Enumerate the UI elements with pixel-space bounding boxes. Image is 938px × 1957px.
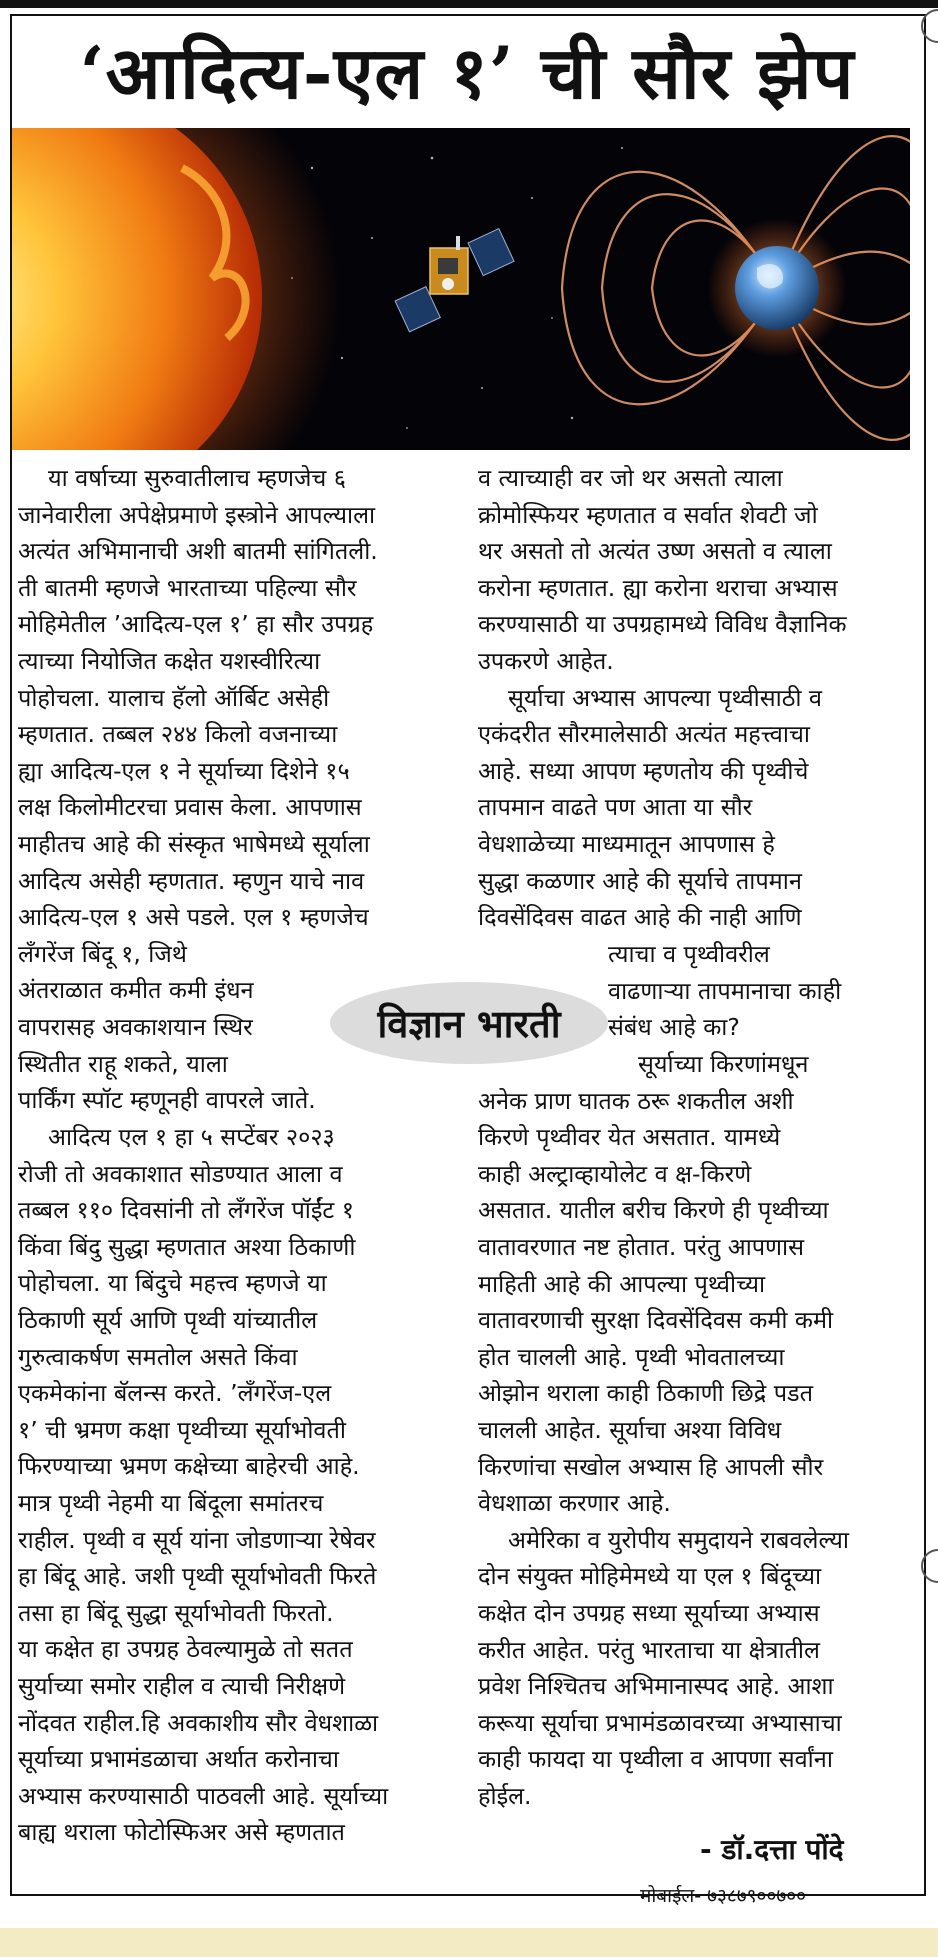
right-column-bottom: सूर्याच्या किरणांमधून अनेक प्राण घातक ठरू शकतील अशी किरणे पृथ्वीवर येत असतात. यामध्ये काही अल्ट्राव्हायोलेट व क्ष-किरणे असतात. यातील बरीच किरणे ही पृथ्वीच्या वातावरणात नष्ट होतात. परंतु आपणास माहिती आहे की आपल्या पृथ्वीच्या वातावरणाची सुरक्षा दिवसेंदिवस कमी कमी होत चालली आहे. पृथ्वी भोवतालच्या ओझोन थराला काही ठिकाणी छिद्रे पडत चालली आहेत. सूर्याचा अश्या विविध किरणांचा सखोल अभ्यास हि आपली सौर वेधशाळा करणार आहे. अमेरिका व युरोपीय समुदायने राबवलेल्या दोन संयुक्त मोहिमेमध्ये या एल १ बिंदूच्या कक्षेत दोन उपग्रह सध्या सूर्याच्या अभ्यास करीत आहेत. परंतु भारताचा या क्षेत्रातील प्रवेश निश्चितच अभिमानास्पद आहे. आशा करूया सूर्याचा प्रभामंडळावरच्या अभ्यासाचा काही फायदा या पृथ्वीला व आपणा सर्वांना होईल. xyxy=(478,1050,849,1810)
right-column-top: व त्याच्याही वर जो थर असतो त्याला क्रोमोस्फियर म्हणतात व सर्वात शेवटी जो थर असतो तो अत्यंत उष्ण असतो व त्याला करोना म्हणतात. ह्या करोना थराचा अभ्यास करण्यासाठी या उपग्रहामध्ये विविध वैज्ञानिक उपकरणे आहेत. सूर्याचा अभ्यास आपल्या पृथ्वीसाठी व एकंदरीत सौरमालेसाठी अत्यंत महत्त्वाचा आहे. सध्या आपण म्हणतोय की पृथ्वीचे तापमान वाढते पण आता या सौर वेधशाळेच्या माध्यमातून आपणास हे सुद्धा कळणार आहे की सूर्याचे तापमान दिवसेंदिवस वाढत आहे की नाही आणि xyxy=(478,464,847,932)
left-column-top: या वर्षाच्या सुरुवातीलाच म्हणजेच ६ जानेवारीला अपेक्षेप्रमाणे इस्त्रोने आपल्याला अत्यंत अभिमानाची अशी बातमी सांगितली. ती बातमी म्हणजे भारताच्या पहिल्या सौर मोहिमेतील ’आदित्य-एल १’ हा सौर उपग्रह त्याच्या नियोजित कक्षेत यशस्वीरित्या पोहोचला. यालाच हॅलो ऑर्बिट असेही म्हणतात. तब्बल २४४ किलो वजनाच्या ह्या आदित्य-एल १ ने सूर्याच्या दिशेने १५ लक्ष किलोमीटरचा प्रवास केला. आपणास माहीतच आहे की संस्कृत भाषेमध्ये सूर्याला आदित्य असेही म्हणतात. म्हणुन याचे नाव आदित्य-एल १ असे पडले. एल १ म्हणजेच लॅंगरेंज बिंदू १, जिथे अंतराळात कमीत कमी इंधन वापरासह अवकाशयान स्थिर स्थितीत राहू शकते, याला पार्किंग स्पॉट म्हणूनही वापरले जाते. xyxy=(18,464,378,1115)
left-column-bottom: आदित्य एल १ हा ५ सप्टेंबर २०२३ रोजी तो अवकाशात सोडण्यात आला व तब्बल ११० दिवसांनी तो लॅंगरेंज पॉईंट १ किंवा बिंदु सुद्धा म्हणतात अश्या ठिकाणी पोहोचला. या बिंदुचे महत्त्व म्हणजे या ठिकाणी सूर्य आणि पृथ्वी यांच्यातील गुरुत्वाकर्षण समतोल असते किंवा एकमेकांना बॅलन्स करते. ’लॅंगरेंज-एल १’ ची भ्रमण कक्षा पृथ्वीच्या सूर्याभोवती फिरण्याच्या भ्रमण कक्षेच्या बाहेरची आहे. मात्र पृथ्वी नेहमी या बिंदूला समांतरच राहील. पृथ्वी व सूर्य यांना जोडणाऱ्या रेषेवर हा बिंदू आहे. जशी पृथ्वी सूर्याभोवती फिरते तसा हा बिंदू सुद्धा सूर्याभोवती फिरतो. या कक्षेत हा उपग्रह ठेवल्यामुळे तो सतत सुर्याच्या समोर राहील व त्याची निरीक्षणे नोंदवत राहील.हि अवकाशीय सौर वेधशाळा सूर्याच्या प्रभामंडळाचा अर्थात करोनाचा अभ्यास करण्यासाठी पाठवली आहे. सूर्याच्या बाह्य थराला फोटोस्फिअर असे म्हणतात xyxy=(18,1123,389,1847)
top-rule xyxy=(0,0,938,8)
binder-ring-icon xyxy=(920,1548,938,1584)
headline: ‘आदित्य-एल १’ ची सौर झेप xyxy=(79,30,855,115)
author-byline: - डॉ.दत्ता पोंदे xyxy=(700,1833,844,1866)
author-mobile: मोबाईल- ७३८७९००७०० xyxy=(640,1885,806,1907)
sun-earth-illustration xyxy=(12,128,910,450)
right-column-wrap: त्याचा व पृथ्वीवरील वाढणाऱ्या तापमानाचा काही संबंध आहे का? xyxy=(608,940,842,1042)
earth xyxy=(735,246,819,330)
section-badge: विज्ञान भारती xyxy=(330,982,608,1064)
binder-ring-icon xyxy=(920,8,938,44)
hero-image xyxy=(12,128,910,450)
bottom-band xyxy=(0,1928,938,1957)
